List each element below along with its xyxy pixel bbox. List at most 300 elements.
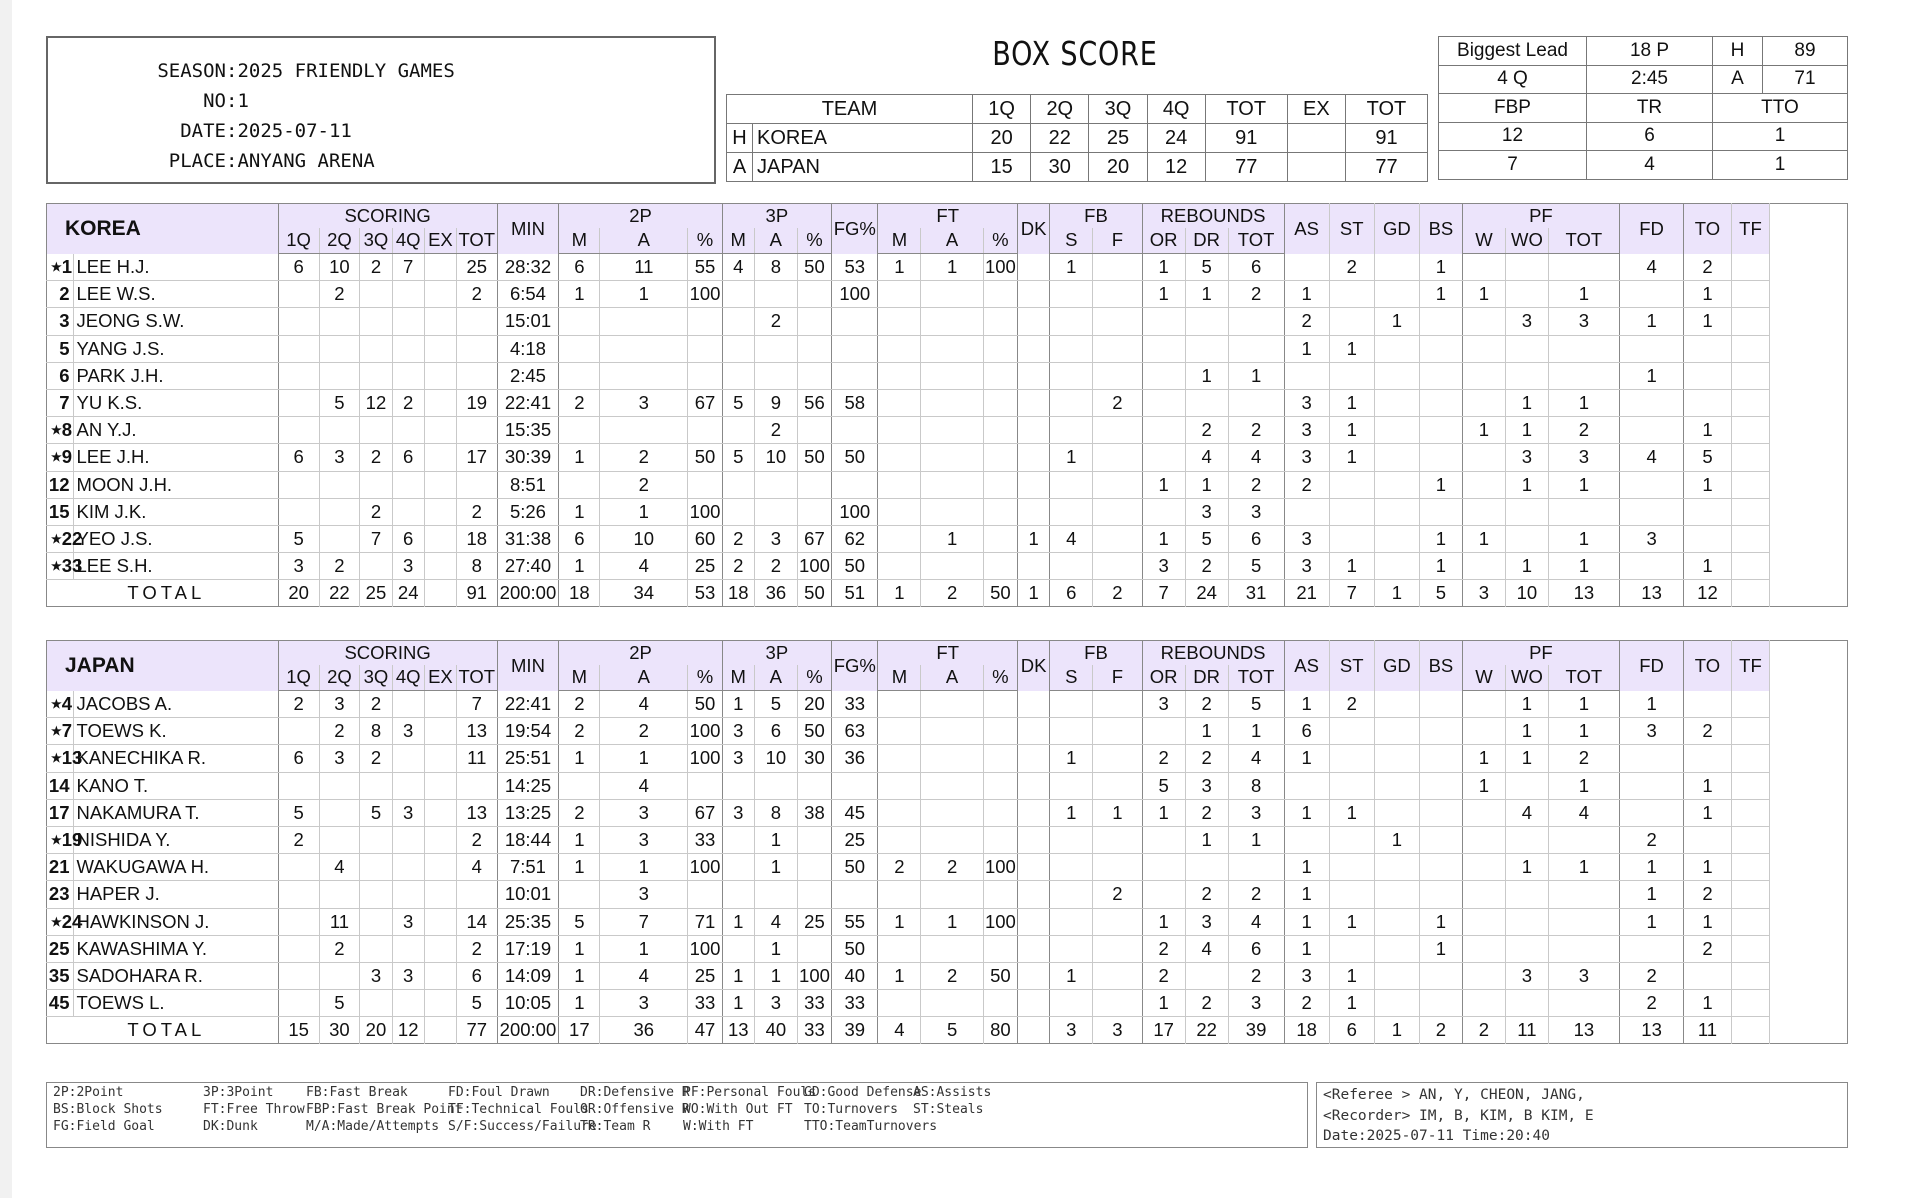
3p-cell [722, 772, 754, 799]
2p-cell: 1 [600, 745, 688, 772]
ft-cell [878, 471, 921, 498]
scoring-cell [278, 854, 319, 881]
2p-cell: 33 [688, 990, 722, 1017]
technical-fouls-cell [1731, 580, 1770, 607]
scoring-cell [424, 962, 456, 989]
scoring-cell: 2 [319, 553, 360, 580]
score-cell-ex [1287, 153, 1345, 182]
fast-break-cell [1093, 471, 1142, 498]
rebound-cell [1185, 389, 1228, 416]
player-row [47, 881, 1848, 908]
personal-fouls-cell [1462, 990, 1505, 1017]
rebound-cell: 5 [1142, 772, 1185, 799]
legend-entry: TR:Team R [580, 1119, 651, 1134]
starter-star-icon: ★ [51, 531, 62, 546]
minutes-cell: 15:35 [497, 417, 559, 444]
personal-fouls-cell: 1 [1548, 854, 1619, 881]
scoring-cell [278, 881, 319, 908]
minutes-cell: 22:41 [497, 389, 559, 416]
personal-fouls-cell [1548, 826, 1619, 853]
personal-fouls-cell [1505, 881, 1548, 908]
2p-cell [688, 881, 722, 908]
scoring-subheader: TOT [457, 228, 497, 254]
scoring-cell [392, 281, 424, 308]
fast-break-cell [1093, 553, 1142, 580]
scoring-header: SCORING [278, 641, 497, 665]
starter-star-icon: ★ [51, 724, 62, 739]
fast-break-cell [1050, 308, 1093, 335]
2p-header: 2P [559, 204, 722, 228]
fouls-drawn-cell [1619, 389, 1683, 416]
rebound-cell [1142, 881, 1185, 908]
scoring-cell [424, 308, 456, 335]
rebound-cell [1142, 362, 1185, 389]
minutes-cell: 25:35 [497, 908, 559, 935]
steals-cell: 1 [1329, 799, 1374, 826]
place-value: ANYANG ARENA [237, 150, 375, 172]
player-row [47, 799, 1848, 826]
starter-star-icon: ★ [51, 914, 62, 929]
3p-cell [797, 281, 831, 308]
2p-cell: 3 [600, 990, 688, 1017]
rebound-cell [1185, 308, 1228, 335]
dunk-cell [1018, 308, 1050, 335]
blocks-cell: 1 [1419, 935, 1462, 962]
fg-pct-cell: 39 [832, 1017, 878, 1044]
minutes-cell: 18:44 [497, 826, 559, 853]
2p-cell: 6 [559, 254, 600, 281]
player-name-cell: KIM J.K. [74, 498, 278, 525]
date-value: 2025-07-11 [237, 120, 352, 142]
starter-star-icon: ★ [51, 833, 62, 848]
pf-subheader: W [1462, 228, 1505, 254]
home-lead-score: 89 [1763, 37, 1848, 66]
rebound-cell [1142, 417, 1185, 444]
fg-pct-cell: 40 [832, 962, 878, 989]
blocks-cell [1419, 362, 1462, 389]
steals-cell [1329, 772, 1374, 799]
dunk-cell [1018, 471, 1050, 498]
2p-cell [559, 308, 600, 335]
player-row [47, 908, 1848, 935]
2p-cell: 2 [559, 799, 600, 826]
scoring-cell: 19 [457, 389, 497, 416]
dunk-cell: 1 [1018, 525, 1050, 552]
player-row [47, 389, 1848, 416]
personal-fouls-cell [1462, 935, 1505, 962]
fouls-drawn-cell: 2 [1619, 962, 1683, 989]
personal-fouls-cell [1548, 498, 1619, 525]
3p-cell: 33 [797, 1017, 831, 1044]
turnovers-cell: 2 [1684, 254, 1731, 281]
blocks-header: BS [1419, 204, 1462, 254]
2p-cell: 50 [688, 691, 722, 718]
2p-cell: 67 [688, 799, 722, 826]
legend-entry: M/A:Made/Attempts [306, 1119, 440, 1134]
ft-cell [921, 308, 983, 335]
player-row [47, 417, 1848, 444]
3p-cell [754, 881, 797, 908]
2p-cell: 2 [559, 691, 600, 718]
steals-cell [1329, 362, 1374, 389]
turnovers-cell: 12 [1684, 580, 1731, 607]
rebound-cell [1228, 389, 1284, 416]
scoring-cell [278, 772, 319, 799]
scoring-subheader: 3Q [360, 228, 392, 254]
personal-fouls-cell: 1 [1462, 772, 1505, 799]
scoring-cell: 11 [319, 908, 360, 935]
fb-subheader: F [1093, 665, 1142, 691]
2p-subheader: % [688, 228, 722, 254]
rebound-cell: 1 [1142, 908, 1185, 935]
personal-fouls-cell [1505, 281, 1548, 308]
score-cell-q1: 20 [973, 124, 1031, 153]
scoring-cell: 5 [319, 990, 360, 1017]
dunk-header: DK [1018, 204, 1050, 254]
fast-break-cell [1050, 772, 1093, 799]
fouls-drawn-cell [1619, 335, 1683, 362]
scoring-cell [392, 854, 424, 881]
player-name-cell: LEE S.H. [74, 553, 278, 580]
player-number-cell [47, 908, 83, 935]
scoring-cell [424, 718, 456, 745]
steals-cell [1329, 308, 1374, 335]
scoring-cell: 3 [392, 553, 424, 580]
legend-entry: WO:With Out FT [683, 1102, 793, 1117]
scoring-cell [278, 935, 319, 962]
technical-fouls-cell [1731, 799, 1770, 826]
scoring-cell [360, 854, 392, 881]
player-row [47, 826, 1848, 853]
score-cell-q2: 22 [1031, 124, 1089, 153]
personal-fouls-cell: 1 [1505, 553, 1548, 580]
fg-pct-cell: 33 [832, 990, 878, 1017]
turnovers-cell: 5 [1684, 444, 1731, 471]
scoring-cell: 14 [457, 908, 497, 935]
scoring-cell: 3 [392, 718, 424, 745]
personal-fouls-cell [1462, 718, 1505, 745]
assists-cell: 2 [1284, 471, 1329, 498]
ft-cell [983, 308, 1017, 335]
player-number: 22 [61, 527, 83, 549]
officials-box [1316, 1082, 1848, 1148]
team-name-cell: KOREA [753, 124, 973, 153]
3p-header: 3P [722, 641, 831, 665]
scoring-cell [424, 417, 456, 444]
technical-fouls-cell [1731, 990, 1770, 1017]
3p-cell: 5 [722, 389, 754, 416]
personal-fouls-cell: 13 [1548, 1017, 1619, 1044]
minutes-cell: 2:45 [497, 362, 559, 389]
player-row [47, 772, 1848, 799]
3p-subheader: A [754, 228, 797, 254]
rebound-cell: 6 [1228, 935, 1284, 962]
scoring-cell [457, 471, 497, 498]
scoring-cell [424, 362, 456, 389]
fast-break-cell [1050, 362, 1093, 389]
scoring-cell [278, 389, 319, 416]
ft-cell: 100 [983, 854, 1017, 881]
scoring-cell: 3 [278, 553, 319, 580]
blocks-cell [1419, 826, 1462, 853]
fast-break-cell [1093, 498, 1142, 525]
legend-entry: S/F:Success/Failure [448, 1119, 597, 1134]
2p-cell: 3 [600, 826, 688, 853]
player-row [47, 254, 1848, 281]
rebound-cell: 4 [1185, 444, 1228, 471]
3p-cell [722, 881, 754, 908]
steals-cell: 2 [1329, 691, 1374, 718]
fg-pct-cell: 53 [832, 254, 878, 281]
score-cell-q2: 30 [1031, 153, 1089, 182]
rebound-cell: 4 [1228, 908, 1284, 935]
rebound-cell: 6 [1228, 525, 1284, 552]
ft-cell [983, 718, 1017, 745]
technical-fouls-cell [1731, 417, 1770, 444]
score-cell-q1: 15 [973, 153, 1031, 182]
personal-fouls-cell [1505, 772, 1548, 799]
scoring-cell [457, 772, 497, 799]
away-tr: 4 [1587, 151, 1713, 180]
personal-fouls-cell [1462, 881, 1505, 908]
3p-cell [722, 471, 754, 498]
fast-break-cell [1093, 254, 1142, 281]
fg-pct-cell: 50 [832, 444, 878, 471]
2p-cell: 1 [559, 745, 600, 772]
fouls-drawn-cell [1619, 498, 1683, 525]
player-name-cell: TOEWS K. [74, 718, 278, 745]
personal-fouls-cell [1505, 826, 1548, 853]
3p-cell: 2 [754, 308, 797, 335]
ft-cell [921, 389, 983, 416]
3p-cell: 6 [754, 718, 797, 745]
2p-cell: 2 [559, 718, 600, 745]
personal-fouls-cell: 3 [1548, 308, 1619, 335]
ft-cell: 1 [878, 580, 921, 607]
good-defense-cell [1374, 854, 1419, 881]
away-fbp: 7 [1439, 151, 1587, 180]
personal-fouls-cell: 2 [1548, 745, 1619, 772]
player-name-cell: LEE W.S. [74, 281, 278, 308]
technical-fouls-cell [1731, 1017, 1770, 1044]
2p-cell: 1 [559, 826, 600, 853]
personal-fouls-cell: 1 [1505, 745, 1548, 772]
minutes-cell: 10:05 [497, 990, 559, 1017]
fast-break-cell [1050, 718, 1093, 745]
scoring-cell [278, 718, 319, 745]
turnovers-cell: 1 [1684, 990, 1731, 1017]
3p-cell: 67 [797, 525, 831, 552]
player-number: 12 [48, 473, 70, 495]
fg-pct-cell [832, 772, 878, 799]
fouls-drawn-cell [1619, 772, 1683, 799]
tr-header: TR [1587, 94, 1713, 123]
side-cell: H [727, 124, 753, 153]
personal-fouls-cell: 1 [1462, 745, 1505, 772]
personal-fouls-cell [1548, 908, 1619, 935]
personal-fouls-cell [1462, 335, 1505, 362]
3p-cell: 1 [722, 962, 754, 989]
box-score-table-japan [46, 640, 1848, 1044]
team-total-row [47, 1017, 1848, 1044]
blocks-cell: 1 [1419, 254, 1462, 281]
ft-cell: 1 [878, 908, 921, 935]
scoring-cell [424, 254, 456, 281]
3p-cell [754, 471, 797, 498]
rebound-cell: 2 [1142, 745, 1185, 772]
dunk-cell [1018, 826, 1050, 853]
ft-header: FT [878, 204, 1018, 228]
scoring-cell: 6 [278, 254, 319, 281]
player-row [47, 308, 1848, 335]
rebound-cell: 4 [1228, 745, 1284, 772]
good-defense-cell [1374, 962, 1419, 989]
rebound-cell [1228, 854, 1284, 881]
technical-fouls-cell [1731, 308, 1770, 335]
rebounds-header: REBOUNDS [1142, 641, 1284, 665]
rebound-cell: 4 [1185, 935, 1228, 962]
personal-fouls-cell [1462, 362, 1505, 389]
personal-fouls-cell: 10 [1505, 580, 1548, 607]
technical-fouls-cell [1731, 908, 1770, 935]
player-number-cell [47, 308, 74, 335]
personal-fouls-cell: 1 [1548, 691, 1619, 718]
scoring-cell: 25 [457, 254, 497, 281]
fb-subheader: S [1050, 665, 1093, 691]
ft-cell [983, 826, 1017, 853]
ft-cell [983, 444, 1017, 471]
personal-fouls-cell [1505, 362, 1548, 389]
home-fbp: 12 [1439, 122, 1587, 151]
season-value: 2025 FRIENDLY GAMES [237, 60, 455, 82]
dunk-header: DK [1018, 641, 1050, 691]
ft-cell [983, 471, 1017, 498]
rebound-cell: 1 [1142, 281, 1185, 308]
rebound-cell: 24 [1185, 580, 1228, 607]
minutes-cell: 8:51 [497, 471, 559, 498]
blocks-cell: 1 [1419, 908, 1462, 935]
scoring-cell: 3 [392, 908, 424, 935]
home-tr: 6 [1587, 122, 1713, 151]
3p-cell: 1 [754, 854, 797, 881]
dunk-cell [1018, 854, 1050, 881]
rebound-cell: 5 [1228, 691, 1284, 718]
technical-fouls-cell [1731, 881, 1770, 908]
3p-cell: 1 [754, 826, 797, 853]
legend-entry: ST:Steals [913, 1102, 984, 1117]
legend-entry: FD:Foul Drawn [448, 1085, 550, 1100]
legend-entry: TF:Technical Fouls [448, 1102, 589, 1117]
recorder-line: <Recorder> IM, B, KIM, B KIM, E [1323, 1107, 1594, 1124]
personal-fouls-cell [1505, 498, 1548, 525]
steals-header: ST [1329, 641, 1374, 691]
legend-entry: DR:Defensive R [580, 1085, 690, 1100]
fouls-drawn-cell: 13 [1619, 580, 1683, 607]
scoring-cell [424, 799, 456, 826]
scoring-cell [424, 908, 456, 935]
3p-cell: 8 [754, 254, 797, 281]
dunk-cell [1018, 691, 1050, 718]
rebound-cell: 1 [1185, 471, 1228, 498]
ft-cell: 1 [921, 254, 983, 281]
score-cell-q3: 20 [1089, 153, 1147, 182]
fouls-drawn-cell [1619, 417, 1683, 444]
good-defense-cell [1374, 908, 1419, 935]
scoring-cell: 2 [319, 718, 360, 745]
blocks-header: BS [1419, 641, 1462, 691]
3p-cell: 38 [797, 799, 831, 826]
rebound-cell: 2 [1185, 881, 1228, 908]
dunk-cell [1018, 935, 1050, 962]
ft-cell: 50 [983, 962, 1017, 989]
2p-cell [688, 772, 722, 799]
2p-cell: 1 [559, 935, 600, 962]
player-number: 9 [61, 446, 73, 468]
scoring-cell: 5 [457, 990, 497, 1017]
starter-star-icon: ★ [51, 696, 62, 711]
rebound-cell: 4 [1228, 444, 1284, 471]
blocks-cell [1419, 962, 1462, 989]
3p-cell: 100 [797, 962, 831, 989]
fast-break-cell: 2 [1093, 881, 1142, 908]
personal-fouls-cell [1548, 935, 1619, 962]
scoring-cell [424, 389, 456, 416]
rebound-cell: 2 [1185, 990, 1228, 1017]
3p-cell [722, 498, 754, 525]
legend-entry: TO:Turnovers [804, 1102, 898, 1117]
3p-cell: 33 [797, 990, 831, 1017]
player-number-cell [47, 498, 74, 525]
blocks-cell [1419, 772, 1462, 799]
fast-break-cell [1093, 308, 1142, 335]
score-row [727, 153, 1428, 182]
personal-fouls-cell [1505, 990, 1548, 1017]
rebound-cell: 1 [1185, 718, 1228, 745]
fg-pct-cell: 58 [832, 389, 878, 416]
3p-cell [722, 417, 754, 444]
fg-pct-cell: 36 [832, 745, 878, 772]
good-defense-cell [1374, 718, 1419, 745]
2p-cell [600, 417, 688, 444]
fast-break-cell: 2 [1093, 389, 1142, 416]
player-row [47, 553, 1848, 580]
ft-cell: 4 [878, 1017, 921, 1044]
rebound-cell: 1 [1142, 799, 1185, 826]
minutes-cell: 7:51 [497, 854, 559, 881]
ft-cell [983, 417, 1017, 444]
ft-cell [878, 417, 921, 444]
minutes-cell: 30:39 [497, 444, 559, 471]
personal-fouls-cell [1505, 254, 1548, 281]
rebound-cell: 2 [1142, 962, 1185, 989]
player-name-cell: LEE H.J. [74, 254, 278, 281]
rebound-cell: 3 [1142, 691, 1185, 718]
fb-subheader: F [1093, 228, 1142, 254]
fast-break-cell: 6 [1050, 580, 1093, 607]
score-column-header: 1Q [973, 95, 1031, 124]
personal-fouls-cell [1462, 799, 1505, 826]
ft-cell: 100 [983, 254, 1017, 281]
fg-pct-cell [832, 335, 878, 362]
scoring-subheader: 2Q [319, 228, 360, 254]
minutes-cell: 6:54 [497, 281, 559, 308]
away-label: A [1713, 65, 1763, 94]
technical-fouls-cell [1731, 718, 1770, 745]
scoring-cell: 3 [392, 962, 424, 989]
2p-cell: 67 [688, 389, 722, 416]
personal-fouls-cell [1462, 498, 1505, 525]
ft-cell [921, 444, 983, 471]
